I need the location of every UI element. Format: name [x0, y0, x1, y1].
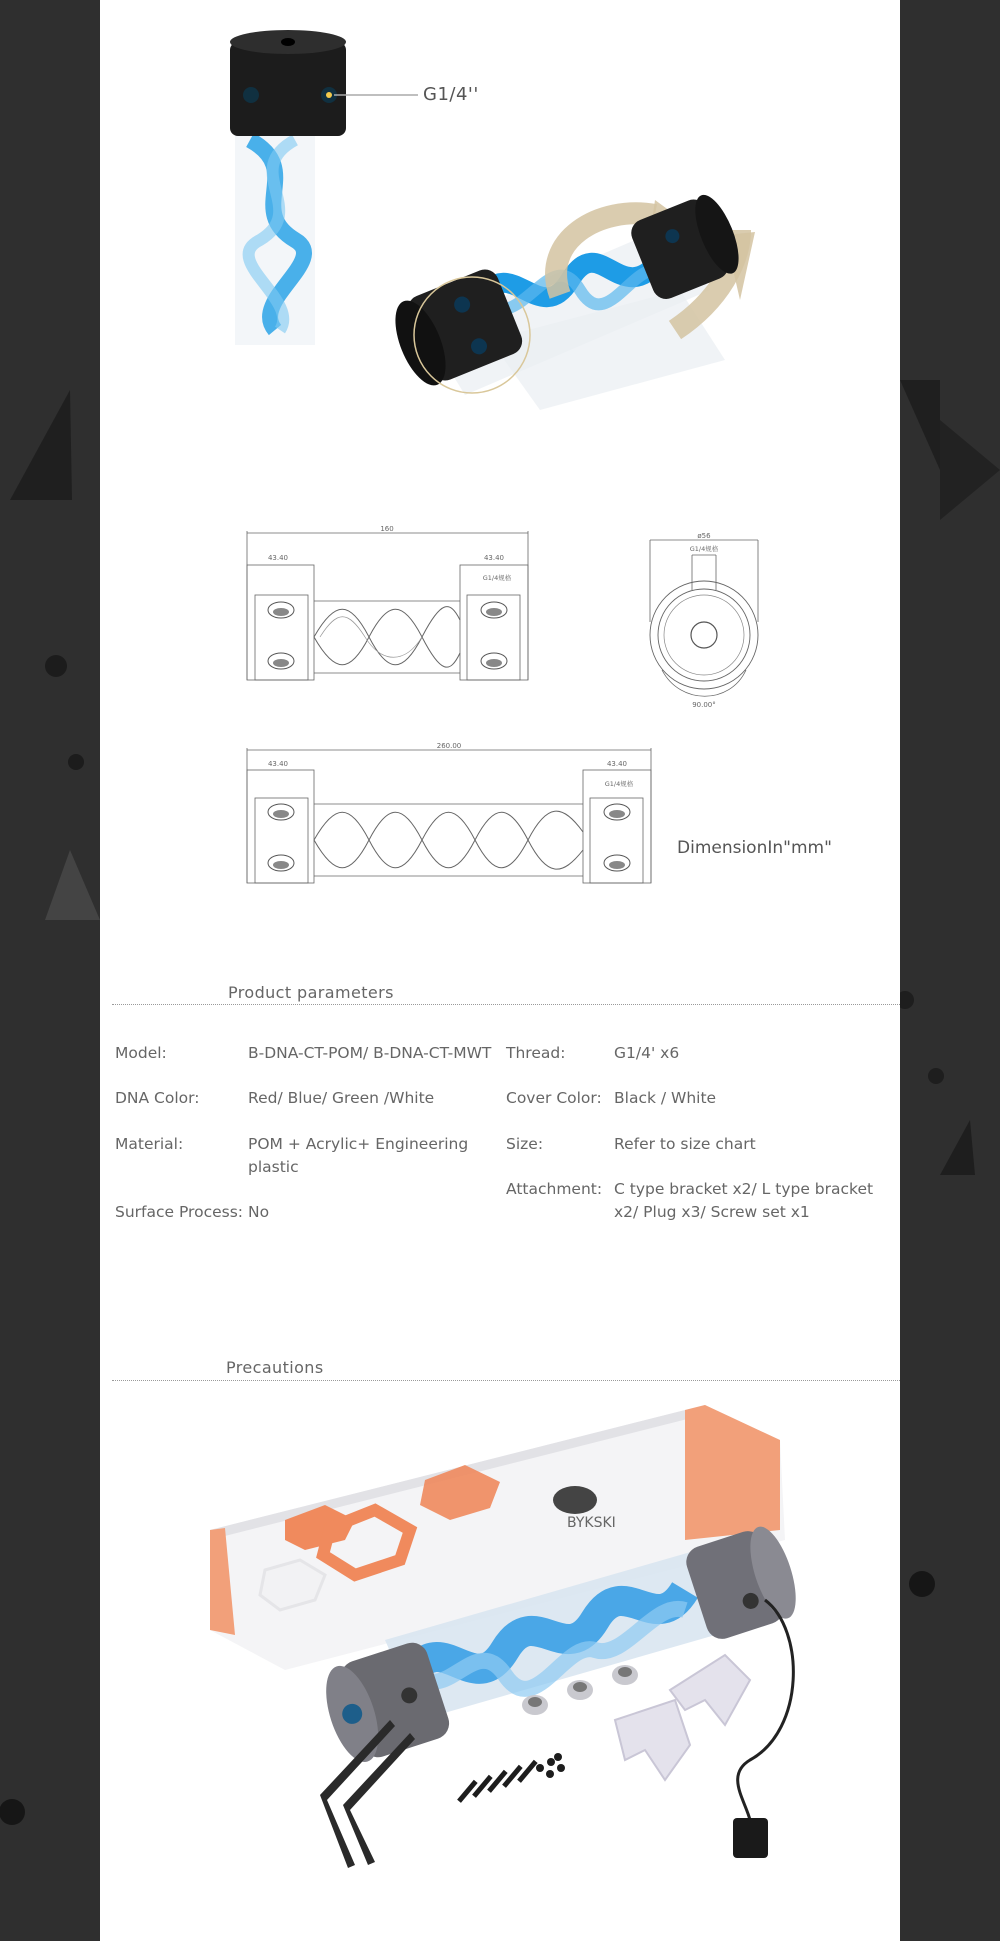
end-left-label: 43.40: [267, 760, 289, 768]
length-label: 260.00: [436, 742, 462, 750]
param-key: Material:: [115, 1135, 184, 1153]
param-value: POM + Acrylic+ Engineering plastic: [248, 1135, 469, 1176]
package-contents-photo: [205, 1400, 805, 1870]
param-key: DNA Color:: [115, 1089, 200, 1107]
side-view-drawing-short: [245, 525, 545, 685]
precautions-title: Precautions: [226, 1358, 324, 1377]
side-view-drawing-long: [245, 742, 655, 887]
product-parameters-title: Product parameters: [228, 983, 394, 1002]
param-value: G1/4' x6: [614, 1044, 680, 1062]
param-value: B-DNA-CT-POM/ B-DNA-CT-MWT: [248, 1044, 492, 1062]
param-key: Size:: [506, 1135, 544, 1153]
param-key: Model:: [115, 1044, 167, 1062]
port-note-label: G1/4规格: [689, 545, 719, 553]
param-row: [115, 1042, 895, 1088]
param-row: [115, 1087, 895, 1133]
param-value: Red/ Blue/ Green /White: [248, 1089, 435, 1107]
dimension-unit-label: DimensionIn"mm": [677, 838, 832, 858]
angle-label: 90.00°: [692, 701, 716, 709]
param-value: No: [248, 1203, 270, 1221]
port-note-label: G1/4规格: [604, 780, 634, 788]
content-panel: [100, 0, 900, 1941]
end-view-drawing: [640, 530, 770, 710]
thread-callout-label: G1/4'': [423, 84, 479, 105]
param-value: C type bracket x2/ L type bracket x2/ Plug x3/ Screw set x1: [614, 1180, 874, 1221]
port-note-label: G1/4规格: [482, 574, 512, 582]
end-right-label: 43.40: [606, 760, 628, 768]
section-divider: [112, 1380, 900, 1381]
diameter-label: ø56: [697, 532, 711, 540]
param-row: [115, 1133, 895, 1179]
brand-logo: BYKSKI: [567, 1515, 616, 1531]
param-key: Cover Color:: [506, 1089, 602, 1107]
param-value: Black / White: [614, 1089, 717, 1107]
end-right-label: 43.40: [483, 554, 505, 562]
length-label: 160: [380, 525, 394, 533]
param-row: [115, 1201, 895, 1247]
top-product-photo: [100, 0, 900, 470]
end-left-label: 43.40: [267, 554, 289, 562]
param-value: Refer to size chart: [614, 1135, 756, 1153]
param-key: Thread:: [506, 1044, 566, 1062]
section-divider: [112, 1004, 900, 1005]
param-key: Attachment:: [506, 1180, 603, 1198]
param-key: Surface Process:: [115, 1203, 243, 1221]
